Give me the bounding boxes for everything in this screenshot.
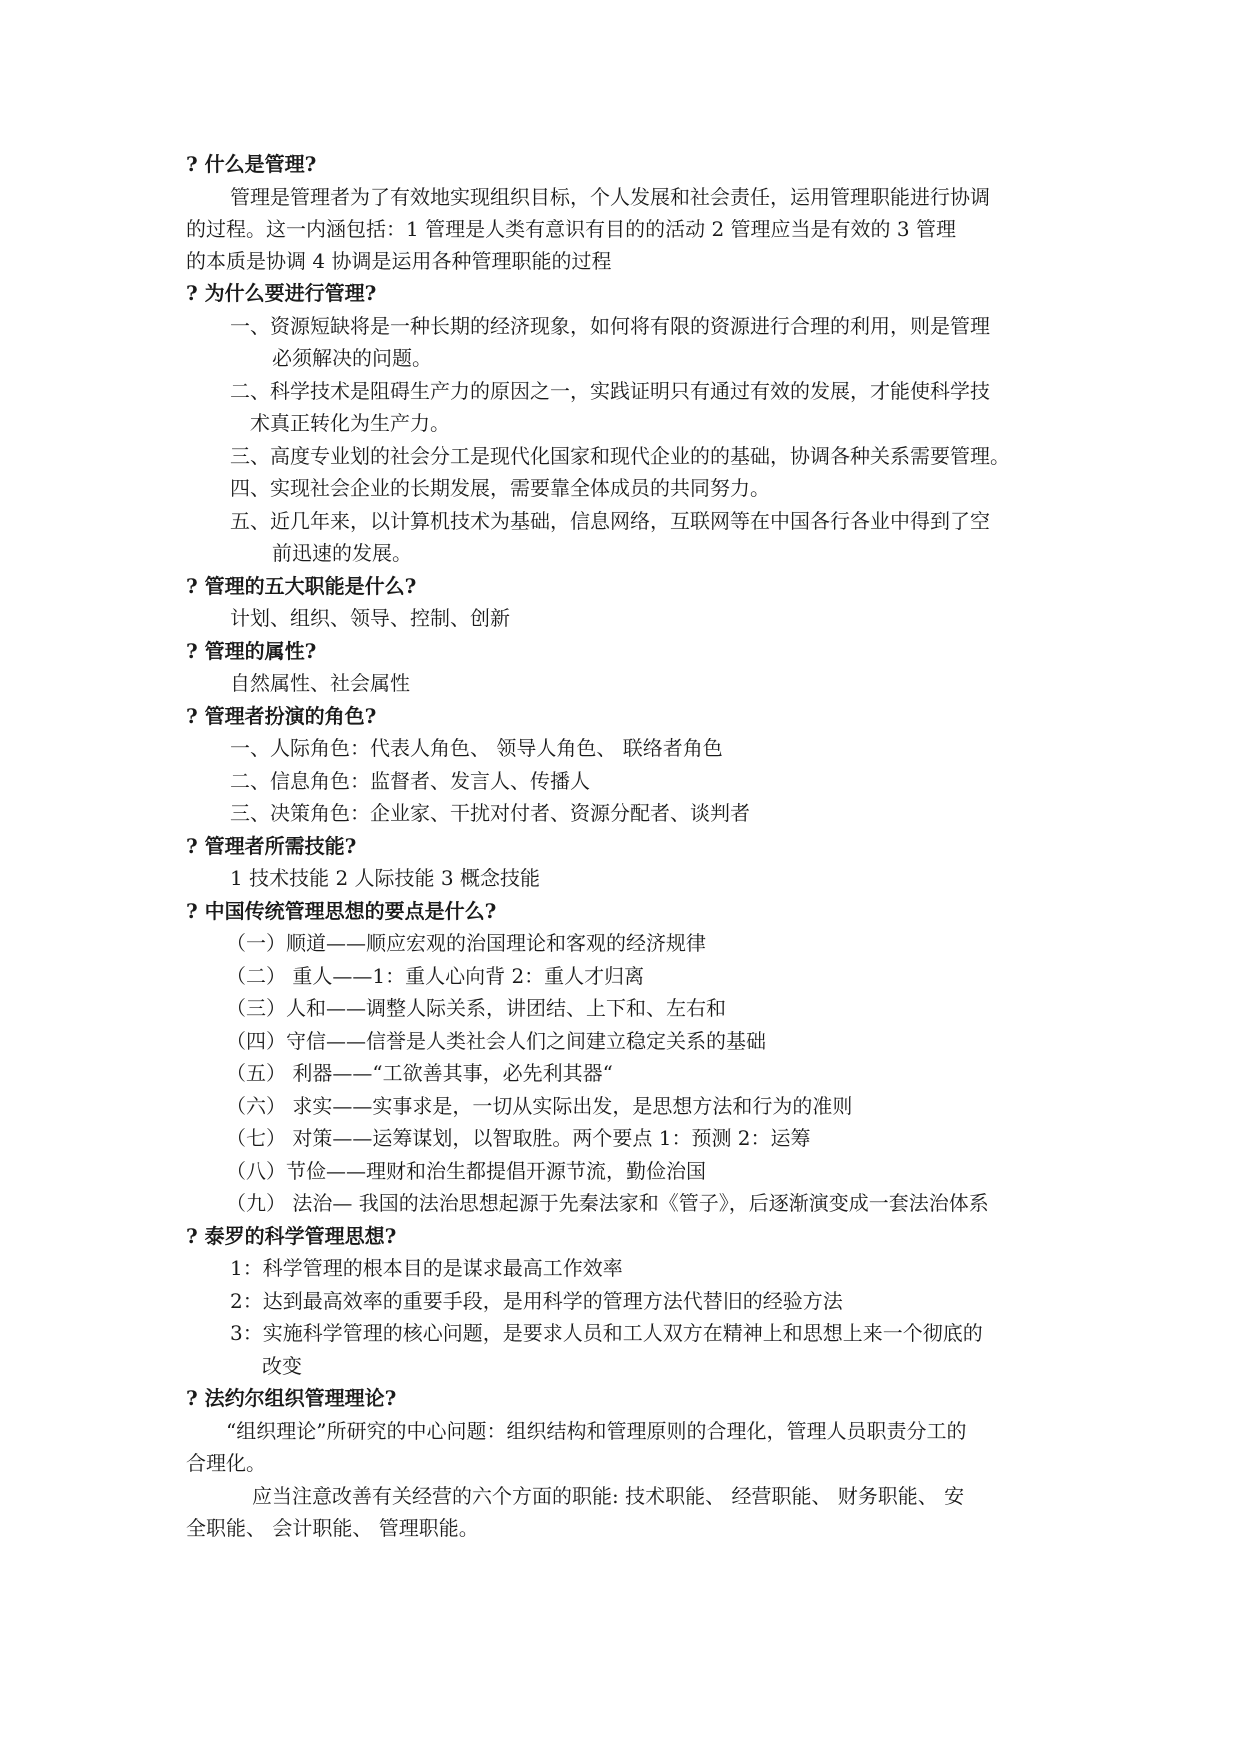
list-item: 四、实现社会企业的长期发展，需要靠全体成员的共同努力。 [230,476,770,500]
answer-line: 1 技术技能 2 人际技能 3 概念技能 [230,866,540,890]
question-heading: ? 什么是管理? [186,152,317,176]
question-heading: ? 为什么要进行管理? [186,281,377,305]
list-item: （六） 求实——实事求是，一切从实际出发，是思想方法和行为的准则 [226,1094,853,1118]
list-item: 改变 [262,1354,302,1378]
list-item: 1：科学管理的根本目的是谋求最高工作效率 [230,1256,623,1280]
list-item: （四）守信——信誉是人类社会人们之间建立稳定关系的基础 [226,1029,766,1053]
list-item: 前迅速的发展。 [272,541,412,565]
body-line: 应当注意改善有关经营的六个方面的职能: 技术职能、 经营职能、 财务职能、 安 [252,1484,965,1508]
body-line: 合理化。 [186,1451,266,1475]
list-item: 术真正转化为生产力。 [250,411,450,435]
question-heading: ? 泰罗的科学管理思想? [186,1224,397,1248]
list-item: （八）节俭——理财和治生都提倡开源节流，勤俭治国 [226,1159,706,1183]
question-heading: ? 管理者扮演的角色? [186,704,377,728]
answer-line: 计划、组织、领导、控制、创新 [230,606,510,630]
answer-line: 自然属性、社会属性 [230,671,410,695]
list-item: 必须解决的问题。 [272,346,432,370]
list-item: 三、高度专业划的社会分工是现代化国家和现代企业的的基础，协调各种关系需要管理。 [230,444,1010,468]
body-line: 的过程。这一内涵包括：1 管理是人类有意识有目的的活动 2 管理应当是有效的 3 管理 [186,217,956,241]
list-item: 二、科学技术是阻碍生产力的原因之一，实践证明只有通过有效的发展，才能使科学技 [230,379,990,403]
body-line: 管理是管理者为了有效地实现组织目标，个人发展和社会责任，运用管理职能进行协调 [230,185,990,209]
question-heading: ? 中国传统管理思想的要点是什么? [186,899,497,923]
list-item: 二、信息角色：监督者、发言人、传播人 [230,769,590,793]
list-item: （一）顺道——顺应宏观的治国理论和客观的经济规律 [226,931,706,955]
list-item: （二） 重人——1：重人心向背 2：重人才归离 [226,964,645,988]
list-item: 三、决策角色：企业家、干扰对付者、资源分配者、谈判者 [230,801,750,825]
question-heading: ? 法约尔组织管理理论? [186,1386,397,1410]
list-item: （七） 对策——运筹谋划，以智取胜。两个要点 1：预测 2：运筹 [226,1126,811,1150]
list-item: 3：实施科学管理的核心问题，是要求人员和工人双方在精神上和思想上来一个彻底的 [230,1321,983,1345]
question-heading: ? 管理的五大职能是什么? [186,574,417,598]
list-item: 一、资源短缺将是一种长期的经济现象，如何将有限的资源进行合理的利用，则是管理 [230,314,990,338]
list-item: （九） 法治— 我国的法治思想起源于先秦法家和《管子》，后逐渐演变成一套法治体系 [226,1191,989,1215]
list-item: 一、人际角色：代表人角色、 领导人角色、 联络者角色 [230,736,723,760]
body-line: 全职能、 会计职能、 管理职能。 [186,1516,479,1540]
list-item: 2：达到最高效率的重要手段，是用科学的管理方法代替旧的经验方法 [230,1289,843,1313]
body-line: “组织理论”所研究的中心问题：组织结构和管理原则的合理化，管理人员职责分工的 [226,1419,967,1443]
body-line: 的本质是协调 4 协调是运用各种管理职能的过程 [186,249,612,273]
question-heading: ? 管理者所需技能? [186,834,357,858]
list-item: （五） 利器——“工欲善其事，必先利其器“ [226,1061,613,1085]
question-heading: ? 管理的属性? [186,639,317,663]
list-item: （三）人和——调整人际关系，讲团结、上下和、左右和 [226,996,726,1020]
list-item: 五、近几年来，以计算机技术为基础，信息网络，互联网等在中国各行各业中得到了空 [230,509,990,533]
